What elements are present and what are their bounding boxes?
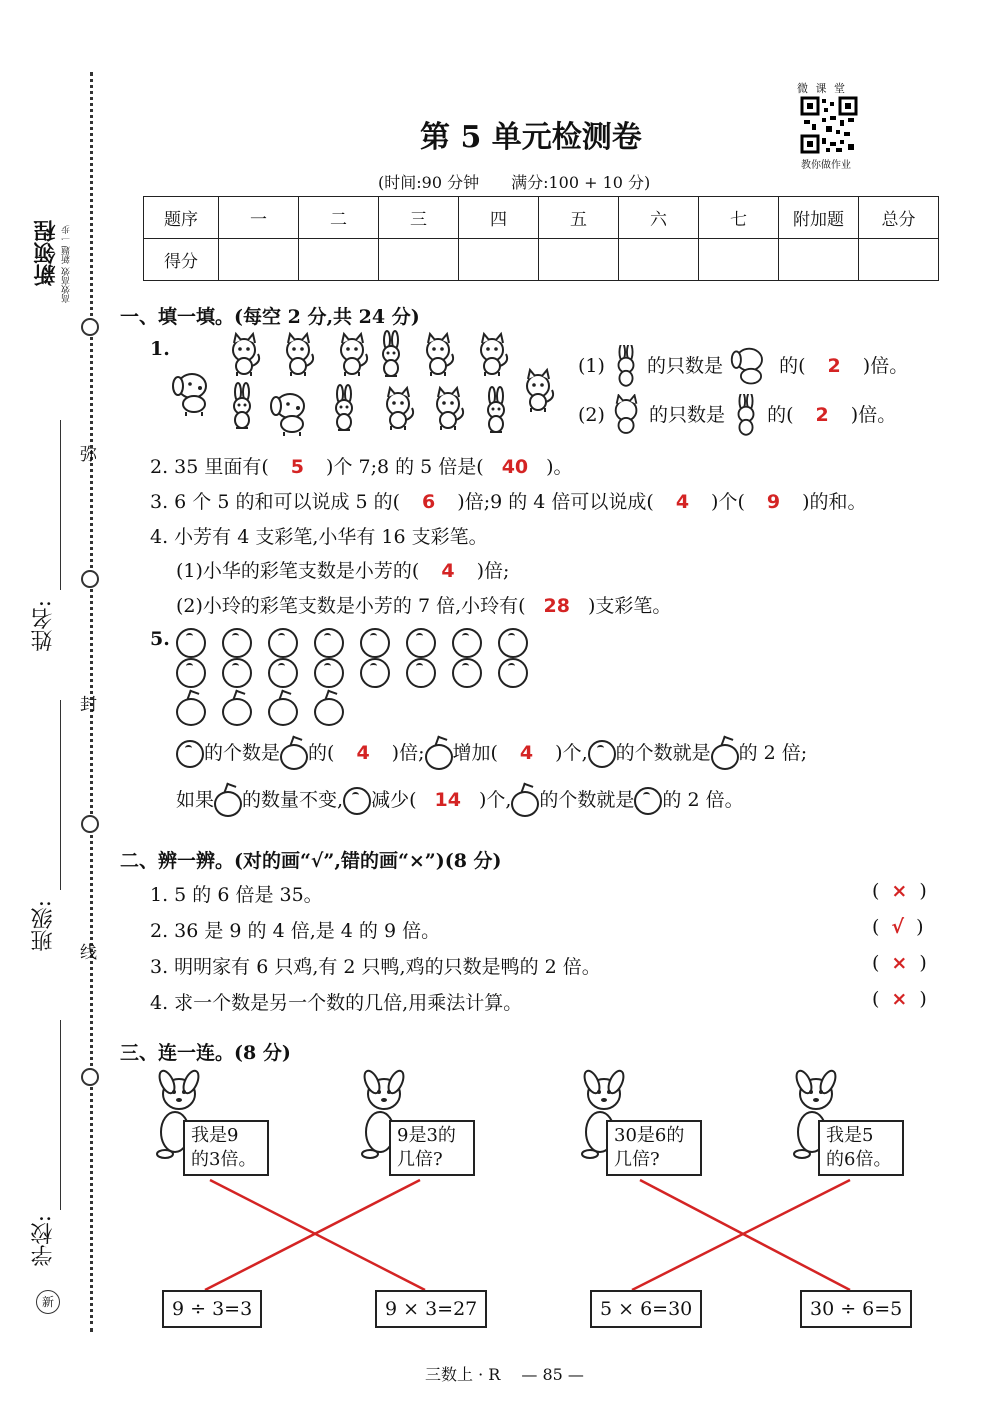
q1b-prefix: (2) [578,404,605,426]
q5-text: 的个数就是 [615,742,711,764]
paren: ) [919,880,927,902]
seal-char: 弥 [80,445,97,465]
judge-item-text: 3. 明明家有 6 只鸡,有 2 只鸭,鸡的只数是鸭的 2 倍。 [150,956,601,978]
q3-answer-1[interactable]: 6 [422,491,436,513]
section2-heading: 二、辨一辨。(对的画“√”,错的画“×”)(8 分) [120,850,502,872]
paren: ( [872,952,880,974]
score-cell: 总分 [859,197,939,239]
equation-card[interactable]: 9 ÷ 3=3 [162,1290,262,1328]
q3-answer-3[interactable]: 9 [766,491,781,513]
q5-text: 的 2 倍。 [662,789,744,811]
brand-subtitle: 高效高效 新题 一步 [62,225,72,303]
score-cell: 二 [299,197,379,239]
match-line [205,1180,420,1290]
page-title: 第 5 单元检测卷 [420,120,642,155]
judge-answer[interactable]: × [891,988,908,1010]
q4a-text: (1)小华的彩笔支数是小芳的( [176,560,420,582]
bubble-text: 的3倍。 [191,1149,257,1170]
class-label: 班级: [31,900,56,952]
q5-text: )倍; [391,742,425,764]
bubble-text: 几倍? [397,1149,443,1170]
score-cell: 三 [379,197,459,239]
q5-text: 的 2 倍; [738,742,808,764]
q2-text: )。 [546,456,573,478]
exam-meta: (时间:90 分钟 满分:100 + 10 分) [378,173,651,192]
paren: ) [919,988,927,1010]
q2-text: )个 7;8 的 5 倍是( [326,456,484,478]
paren: ) [916,916,924,938]
bubble-text: 9是3的 [397,1125,456,1146]
q4a-answer[interactable]: 4 [441,560,455,582]
paren: ( [872,880,880,902]
q5-number: 5. [150,628,170,650]
q5-answer-1[interactable]: 4 [356,742,370,764]
judge-item-text: 4. 求一个数是另一个数的几倍,用乘法计算。 [150,992,523,1014]
score-cell: 附加题 [779,197,859,239]
q1a-text: 的( [779,355,806,377]
seal-char: 封 [80,695,97,715]
paren: ( [872,916,880,938]
q5-text: 的个数就是 [539,789,635,811]
q4a-text: )倍; [476,560,510,582]
q1a-text: 的只数是 [647,355,724,377]
judge-answer[interactable]: × [891,952,908,974]
section1-heading: 一、填一填。(每空 2 分,共 24 分) [120,306,420,328]
q1b-text: 的只数是 [649,404,726,426]
judge-item-text: 2. 36 是 9 的 4 倍,是 4 的 9 倍。 [150,920,441,942]
paren: ( [872,988,880,1010]
bubble-text: 30是6的 [614,1125,685,1146]
q1b-text: 的( [767,404,794,426]
q5-answer-2[interactable]: 4 [519,742,534,764]
page-footer: 三数上 · R — 85 — [425,1365,584,1384]
q4b-answer[interactable]: 28 [543,595,570,617]
score-cell: 六 [619,197,699,239]
paren: ) [919,952,927,974]
q4b-text: (2)小玲的彩笔支数是小芳的 7 倍,小玲有( [176,595,526,617]
name-label: 姓名: [31,600,56,652]
bubble-text: 我是9 [191,1125,239,1146]
brand-logo: 新领程 [33,220,59,286]
judge-item-text: 1. 5 的 6 倍是 35。 [150,884,323,906]
q1a-answer[interactable]: 2 [827,355,841,377]
q4-stem: 4. 小芳有 4 支彩笔,小华有 16 支彩笔。 [150,526,488,548]
q5-answer-3[interactable]: 14 [434,789,461,811]
judge-answer[interactable]: × [891,880,908,902]
qr-caption-bottom: 教你做作业 [801,160,851,171]
q3-text: 3. 6 个 5 的和可以说成 5 的( [150,491,401,513]
bubble-text: 我是5 [826,1125,874,1146]
school-label: 学校: [31,1215,56,1267]
bubble-text: 几倍? [614,1149,660,1170]
bubble-text: 的6倍。 [826,1149,892,1170]
score-cell: 四 [459,197,539,239]
q1-number: 1. [150,338,170,360]
q1a-text: )倍。 [862,355,909,377]
q5-text: 如果 [176,789,215,811]
score-cell: 得分 [144,239,219,281]
match-line [210,1180,425,1290]
qr-caption-top: 微 课 堂 [797,82,847,95]
q2-answer-2[interactable]: 40 [501,456,529,478]
equation-card[interactable]: 5 × 6=30 [590,1290,702,1328]
q5-text: 的个数是 [204,742,281,764]
q2-text: 2. 35 里面有( [150,456,269,478]
q5-text: )个, [478,789,512,811]
section3-heading: 三、连一连。(8 分) [120,1042,291,1064]
score-cell: 五 [539,197,619,239]
score-cell: 七 [699,197,779,239]
q1a-prefix: (1) [578,355,605,377]
q1b-text: )倍。 [850,404,897,426]
q3-text: )倍;9 的 4 倍可以说成( [457,491,654,513]
q3-text: )个( [711,491,745,513]
score-cell: 一 [219,197,299,239]
q3-answer-2[interactable]: 4 [675,491,690,513]
q1b-answer[interactable]: 2 [815,404,829,426]
q5-text: 的( [308,742,335,764]
q3-text: )的和。 [802,491,867,513]
seal-char: 线 [80,943,97,963]
equation-card[interactable]: 30 ÷ 6=5 [800,1290,912,1328]
q5-text: 减少( [371,789,417,811]
q5-text: )个, [555,742,588,764]
q2-answer-1[interactable]: 5 [290,456,305,478]
score-cell: 题序 [144,197,219,239]
q5-text: 的数量不变, [242,789,344,811]
judge-answer[interactable]: √ [891,916,905,938]
q5-text: 增加( [452,742,498,764]
publisher-badge: 新 [36,1290,60,1314]
equation-card[interactable]: 9 × 3=27 [375,1290,487,1328]
q4b-text: )支彩笔。 [588,595,672,617]
